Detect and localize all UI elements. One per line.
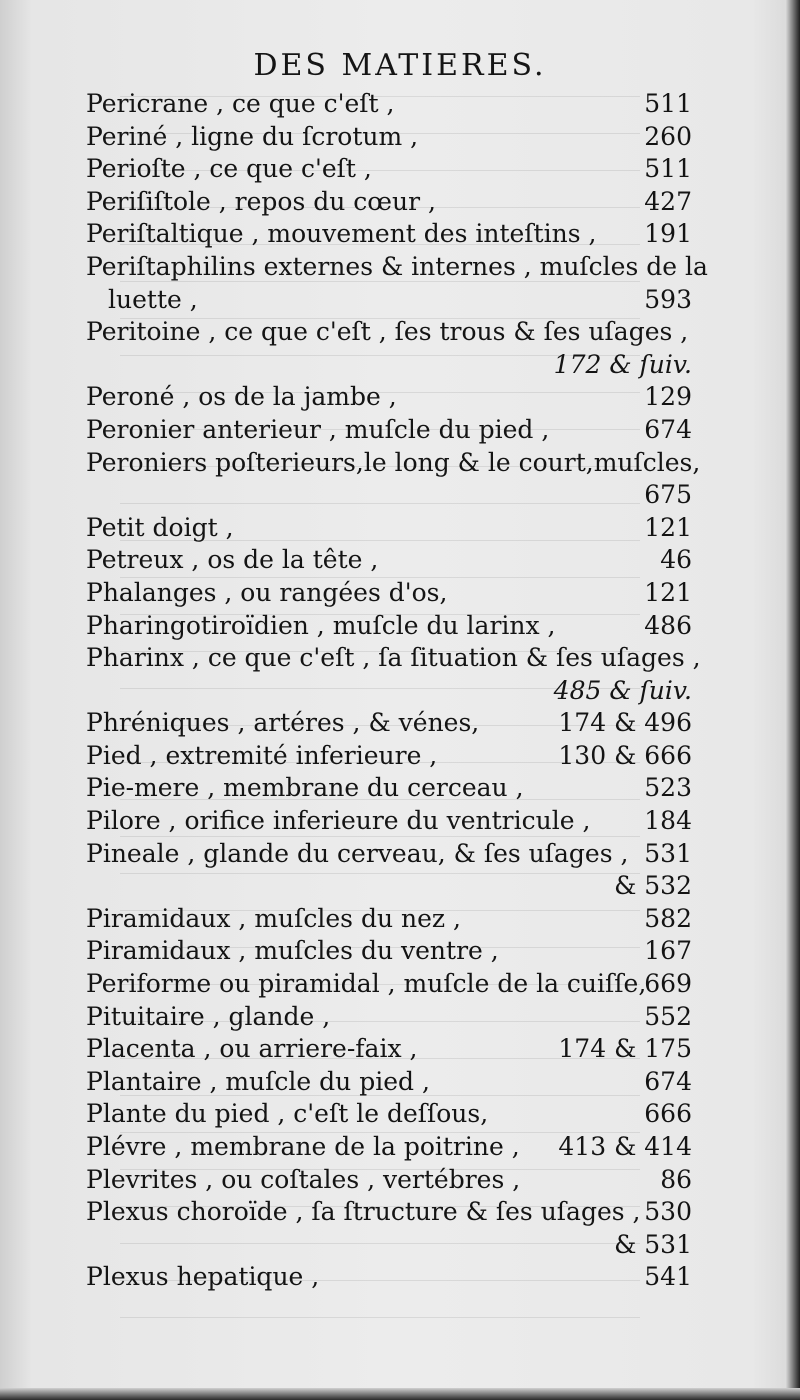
entry-text: Phréniques , artéres , & vénes, bbox=[86, 708, 480, 738]
index-entry bbox=[86, 381, 692, 414]
entry-page: 552 bbox=[644, 1001, 692, 1031]
entry-page: 511 bbox=[644, 154, 692, 184]
entry-text: Petreux , os de la tête , bbox=[86, 545, 379, 575]
entry-text: Pharingotiroïdien , muſcle du larinx , bbox=[86, 610, 556, 640]
entry-page: 174 & 175 bbox=[558, 1034, 692, 1064]
entry-text: Pharinx , ce que c'eſt , ſa ſituation & ſes uſages , bbox=[86, 643, 701, 673]
index-entry bbox=[86, 1164, 692, 1197]
entry-text: Plante du pied , c'eſt le deſſous, bbox=[86, 1099, 489, 1129]
entry-page: 531 bbox=[644, 838, 692, 868]
entry-text: Petit doigt , bbox=[86, 512, 234, 542]
index-entry bbox=[86, 968, 692, 1001]
index-entry bbox=[86, 218, 692, 251]
index-entry bbox=[86, 414, 692, 447]
entry-page: 486 bbox=[644, 610, 692, 640]
entry-page: 46 bbox=[660, 545, 692, 575]
entry-text: Peritoine , ce que c'eſt , ſes trous & ſes uſages , bbox=[86, 317, 689, 347]
entry-text: Peroniers poſterieurs,le long & le court,muſcles, bbox=[86, 447, 701, 477]
entry-text: Phalanges , ou rangées d'os, bbox=[86, 577, 448, 607]
index-entry bbox=[86, 1196, 692, 1261]
entry-text: Piramidaux , muſcles du nez , bbox=[86, 903, 461, 933]
entry-page: 674 bbox=[644, 414, 692, 444]
entry-text: Plexus choroïde , ſa ſtructure & ſes uſages , bbox=[86, 1197, 641, 1227]
entry-text-continued: luette , bbox=[108, 284, 198, 314]
index-entry bbox=[86, 251, 708, 316]
index-entry bbox=[86, 805, 692, 838]
index-entry bbox=[86, 153, 692, 186]
entry-text: Periforme ou piramidal , muſcle de la cuiſſe, bbox=[86, 969, 647, 999]
entry-text: Pericrane , ce que c'eſt , bbox=[86, 89, 395, 118]
index-entry bbox=[86, 512, 692, 545]
entry-page: 511 bbox=[644, 89, 692, 118]
entry-text: Pineale , glande du cerveau, & ſes uſages , bbox=[86, 838, 629, 868]
page-header: DES MATIERES. bbox=[253, 48, 547, 83]
entry-text: Pied , extremité inferieure , bbox=[86, 740, 438, 770]
entry-page: 523 bbox=[644, 773, 692, 803]
entry-text: Plantaire , muſcle du pied , bbox=[86, 1066, 430, 1096]
entry-text: Peronier anterieur , muſcle du pied , bbox=[86, 414, 550, 444]
entry-page: 86 bbox=[660, 1164, 692, 1194]
entry-text: Plévre , membrane de la poitrine , bbox=[86, 1132, 520, 1161]
index-entry bbox=[86, 642, 701, 707]
entry-page: 541 bbox=[644, 1262, 692, 1292]
entry-text: Periſtaphilins externes & internes , muſcles de la bbox=[86, 251, 708, 281]
entry-text: Plexus hepatique , bbox=[86, 1262, 320, 1292]
entry-page: 669 bbox=[644, 969, 692, 999]
entry-page: 427 bbox=[644, 186, 692, 216]
entry-text: Perioſte , ce que c'eſt , bbox=[86, 154, 372, 184]
entry-page: 130 & 666 bbox=[558, 740, 692, 770]
index-entry bbox=[86, 1098, 692, 1131]
entry-page: 260 bbox=[644, 121, 692, 151]
index-entry bbox=[86, 577, 692, 610]
entry-text: Periſtaltique , mouvement des inteſtins , bbox=[86, 219, 597, 249]
entry-page: 485 & ſuiv. bbox=[553, 675, 692, 705]
index-entries bbox=[86, 88, 708, 1294]
entry-text: Placenta , ou arriere-faix , bbox=[86, 1034, 418, 1064]
entry-page: 593 bbox=[644, 284, 692, 314]
index-entry bbox=[86, 610, 692, 643]
index-entry bbox=[86, 316, 692, 381]
entry-page-continued: & 531 bbox=[614, 1229, 692, 1259]
entry-page-continued: & 532 bbox=[614, 871, 692, 901]
index-entry bbox=[86, 121, 692, 154]
index-entry bbox=[86, 1131, 692, 1164]
page-edge-right bbox=[786, 0, 800, 1400]
entry-page: 184 bbox=[644, 806, 692, 836]
entry-text: Pituitaire , glande , bbox=[86, 1001, 331, 1031]
entry-text: Plevrites , ou coſtales , vertébres , bbox=[86, 1164, 521, 1194]
index-entry bbox=[86, 838, 692, 903]
index-entry bbox=[86, 1033, 692, 1066]
entry-text: Pilore , orifice inferieure du ventricule , bbox=[86, 806, 591, 836]
entry-text: Periné , ligne du ſcrotum , bbox=[86, 121, 419, 151]
entry-page: 174 & 496 bbox=[558, 708, 692, 738]
entry-text: Periſiſtole , repos du cœur , bbox=[86, 186, 436, 216]
index-entry bbox=[86, 1001, 692, 1034]
entry-text: Peroné , os de la jambe , bbox=[86, 382, 397, 412]
entry-text: Pie-mere , membrane du cerceau , bbox=[86, 773, 524, 803]
entry-page: 675 bbox=[644, 480, 692, 510]
entry-page: 167 bbox=[644, 936, 692, 966]
entry-page: 674 bbox=[644, 1066, 692, 1096]
entry-text: Piramidaux , muſcles du ventre , bbox=[86, 936, 499, 966]
entry-page: 121 bbox=[644, 512, 692, 542]
index-entry bbox=[86, 1066, 692, 1099]
entry-page: 121 bbox=[644, 577, 692, 607]
index-entry bbox=[86, 903, 692, 936]
entry-page: 172 & ſuiv. bbox=[553, 349, 692, 379]
index-entry bbox=[86, 707, 692, 740]
index-entry bbox=[86, 544, 692, 577]
index-entry bbox=[86, 772, 692, 805]
index-entry bbox=[86, 186, 692, 219]
page-edge-bottom bbox=[0, 1388, 800, 1400]
entry-page: 666 bbox=[644, 1099, 692, 1129]
entry-page: 582 bbox=[644, 903, 692, 933]
index-entry bbox=[86, 447, 701, 512]
entry-page: 191 bbox=[644, 219, 692, 249]
index-entry bbox=[86, 88, 692, 121]
index-entry bbox=[86, 935, 692, 968]
entry-page: 530 bbox=[644, 1197, 692, 1227]
index-entry bbox=[86, 1261, 692, 1294]
entry-page: 129 bbox=[644, 382, 692, 412]
entry-page: 413 & 414 bbox=[558, 1132, 692, 1161]
index-entry bbox=[86, 740, 692, 773]
